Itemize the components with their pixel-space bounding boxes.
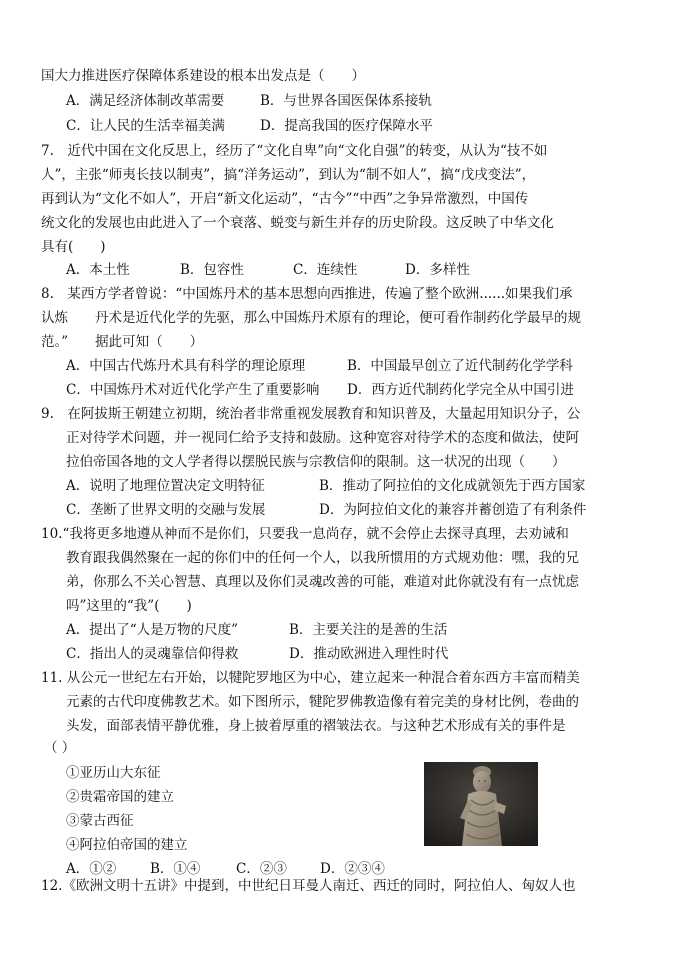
q10-stem-line3: 弟，你那么不关心智慧、真理以及你们灵魂改善的可能，难道对此你就没有有一点忧虑 xyxy=(66,574,579,590)
q7-stem-line1: 7. 近代中国在文化反思上，经历了“文化自卑”向“文化自强”的转变，从认为“技不如 xyxy=(41,143,548,159)
q7-stem-line4: 统文化的发展也由此进入了一个衰落、蜕变与新生并存的历史阶段。这反映了中华文化 xyxy=(41,215,554,231)
q11-option-b[interactable]: B．①④ xyxy=(150,861,201,877)
q7-stem-line5: 具有( ) xyxy=(41,239,106,255)
q8-options-row2 xyxy=(66,378,574,402)
q11-item-4: ④阿拉伯帝国的建立 xyxy=(66,837,188,853)
q10-stem-line2: 教育跟我偶然聚在一起的你们中的任何一个人，以我所惯用的方式规劝他：嘿，我的兄 xyxy=(66,550,579,566)
q9-stem-line1: 9. 在阿拔斯王朝建立初期，统治者非常重视发展教育和知识普及，大量起用知识分子，公 xyxy=(41,406,581,422)
q8-option-a[interactable]: A．中国古代炼丹术具有科学的理论原理 xyxy=(66,358,306,374)
q11-stem-line4: （ ） xyxy=(44,740,76,756)
q11-stem-line3: 头发，面部表情平静优雅，身上披着厚重的褶皱法衣。与这种艺术形成有关的事件是 xyxy=(66,718,566,734)
q8-options-row1 xyxy=(66,354,573,378)
q9-options-row2 xyxy=(66,498,586,522)
q8-option-b[interactable]: B．中国最早创立了近代制药化学学科 xyxy=(347,358,573,374)
q8-stem-line2: 认炼 丹术是近代化学的先驱，那么中国炼丹术原有的理论，便可看作制药化学最早的规 xyxy=(41,310,581,326)
q9-option-b[interactable]: B．推动了阿拉伯的文化成就领先于西方国家 xyxy=(319,478,586,494)
q11-option-d[interactable]: D．②③④ xyxy=(320,861,385,877)
q11-option-a[interactable]: A．①② xyxy=(66,861,117,877)
q11-option-c[interactable]: C．②③ xyxy=(236,861,287,877)
q6-options-row2 xyxy=(66,114,433,138)
q8-stem-line3: 范。” 据此可知（ ） xyxy=(41,334,204,350)
q6-option-a[interactable]: A．满足经济体制改革需要 xyxy=(66,93,225,109)
q9-option-d[interactable]: D．为阿拉伯文化的兼容并蓄创造了有利条件 xyxy=(319,502,587,518)
q6-option-d[interactable]: D．提高我国的医疗保障水平 xyxy=(260,118,433,134)
q9-option-c[interactable]: C．垄断了世界文明的交融与发展 xyxy=(66,502,266,518)
q10-options-row2 xyxy=(66,642,448,666)
q10-options-row1 xyxy=(66,618,447,642)
q7-option-c[interactable]: C．连续性 xyxy=(293,262,358,278)
q6-options-row1 xyxy=(66,89,432,113)
q7-options xyxy=(66,258,470,282)
q6-option-c[interactable]: C．让人民的生活幸福美满 xyxy=(66,118,225,134)
q8-stem-line1: 8. 某西方学者曾说：“中国炼丹术的基本思想向西推进，传遍了整个欧洲......如果我们承 xyxy=(41,286,573,302)
q10-option-d[interactable]: D．推动欧洲进入理性时代 xyxy=(289,646,449,662)
q7-option-a[interactable]: A．本土性 xyxy=(66,262,130,278)
q10-option-a[interactable]: A．提出了“人是万物的尺度” xyxy=(66,622,239,638)
q11-item-2: ②贵霜帝国的建立 xyxy=(66,789,174,805)
q11-item-3: ③蒙古西征 xyxy=(66,813,134,829)
q11-stem-line1: 11. 从公元一世纪左右开始，以犍陀罗地区为中心，建立起来一种混合着东西方丰富而精美 xyxy=(41,670,580,686)
q12-stem-line1: 12.《欧洲文明十五讲》中提到，中世纪日耳曼人南迁、西迁的同时，阿拉伯人、匈奴人也 xyxy=(41,878,576,894)
q7-stem-line2: 人”，主张“师夷长技以制夷”，搞“洋务运动”，到认为“制不如人”，搞“戊戌变法”， xyxy=(41,167,536,183)
q9-stem-line2: 正对待学术问题，并一视同仁给予支持和鼓励。这种宽容对待学术的态度和做法，使阿 xyxy=(66,430,579,446)
statue-icon xyxy=(424,762,538,846)
q7-stem-line3: 再到认为“文化不如人”，开启“新文化运动”，“古今”“中西”之争异常激烈，中国传 xyxy=(41,191,529,207)
q9-option-a[interactable]: A．说明了地理位置决定文明特征 xyxy=(66,478,265,494)
q10-option-b[interactable]: B．主要关注的是善的生活 xyxy=(289,622,448,638)
q6-stem-tail: 国大力推进医疗保障体系建设的根本出发点是（ ） xyxy=(41,68,365,84)
q10-option-c[interactable]: C．指出人的灵魂靠信仰得救 xyxy=(66,646,239,662)
q7-option-b[interactable]: B．包容性 xyxy=(180,262,244,278)
q8-option-d[interactable]: D．西方近代制药化学完全从中国引进 xyxy=(347,382,574,398)
q11-stem-line2: 元素的古代印度佛教艺术。如下图所示，犍陀罗佛教造像有着完美的身材比例，卷曲的 xyxy=(66,694,579,710)
q8-option-c[interactable]: C．中国炼丹术对近代化学产生了重要影响 xyxy=(66,382,320,398)
q11-item-1: ①亚历山大东征 xyxy=(66,765,161,781)
gandhara-buddha-statue-photo xyxy=(424,762,538,846)
q6-option-b[interactable]: B．与世界各国医保体系接轨 xyxy=(260,93,432,109)
q9-stem-line3: 拉伯帝国各地的文人学者得以摆脱民族与宗教信仰的限制。这一状况的出现（ ） xyxy=(66,454,566,470)
q9-options-row1 xyxy=(66,474,585,498)
q10-stem-line1: 10.“我将更多地遵从神而不是你们，只要我一息尚存，就不会停止去探寻真理，去劝诫和 xyxy=(41,526,569,542)
q10-stem-line4: 吗”这里的“我”( ) xyxy=(66,598,192,614)
q7-option-d[interactable]: D．多样性 xyxy=(405,262,470,278)
